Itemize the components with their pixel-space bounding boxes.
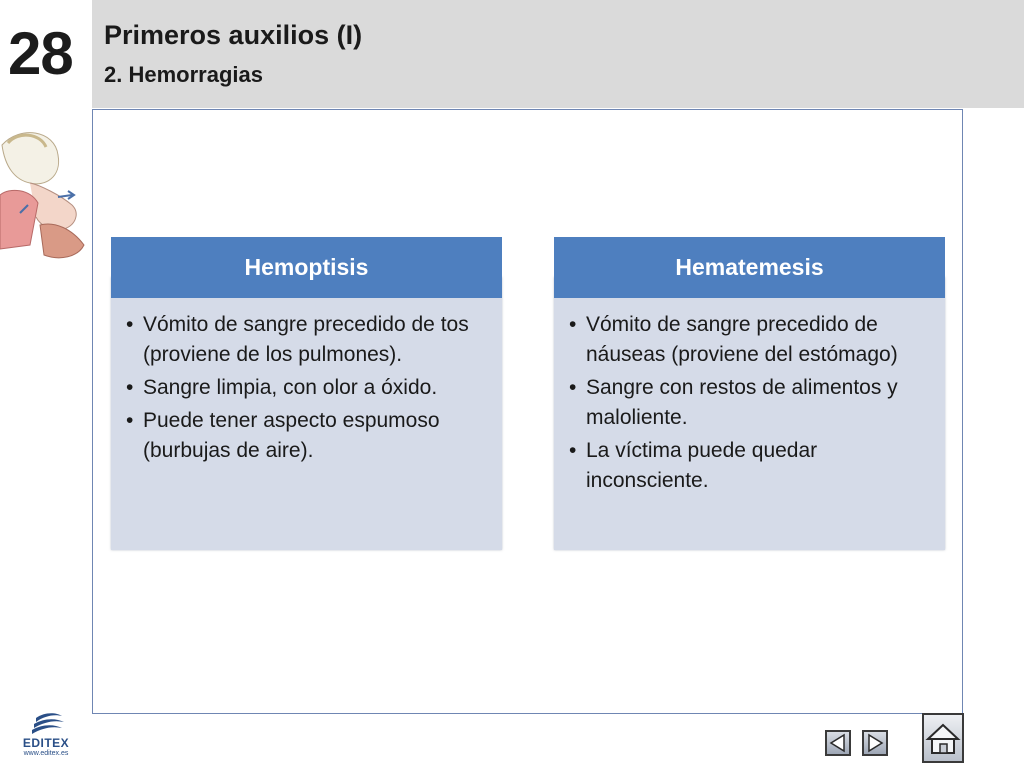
triangle-right-icon: [864, 732, 886, 754]
previous-slide-button[interactable]: [825, 730, 851, 756]
list-item: • Vómito de sangre precedido de tos (proviene de los pulmones).: [121, 310, 493, 370]
list-item: • Sangre limpia, con olor a óxido.: [121, 373, 493, 403]
card-list: [564, 310, 936, 499]
card-hemoptisis: [111, 237, 502, 550]
card-list: [121, 310, 493, 469]
logo-mark-icon: [18, 712, 74, 736]
page-title: Primeros auxilios (I): [104, 20, 363, 50]
home-button[interactable]: [922, 713, 964, 763]
list-item: • Puede tener aspecto espumoso (burbujas de aire).: [121, 406, 493, 466]
first-aid-illustration: [0, 125, 92, 265]
editex-logo: [18, 712, 78, 762]
chapter-number: 28: [8, 20, 73, 87]
logo-text: EDITEX: [22, 736, 70, 750]
list-item: • Vómito de sangre precedido de náuseas (proviene del estómago): [564, 310, 936, 370]
list-item: • Sangre con restos de alimentos y maloliente.: [564, 373, 936, 433]
card-title: Hematemesis: [554, 237, 945, 298]
list-item: • La víctima puede quedar inconsciente.: [564, 436, 936, 496]
header-bar: [92, 0, 1024, 108]
card-hematemesis: [554, 237, 945, 550]
card-title: Hemoptisis: [111, 237, 502, 298]
next-slide-button[interactable]: [862, 730, 888, 756]
logo-url: www.editex.es: [23, 750, 69, 757]
triangle-left-icon: [827, 732, 849, 754]
house-icon: [924, 715, 962, 761]
page-subtitle: 2. Hemorragias: [104, 62, 263, 87]
